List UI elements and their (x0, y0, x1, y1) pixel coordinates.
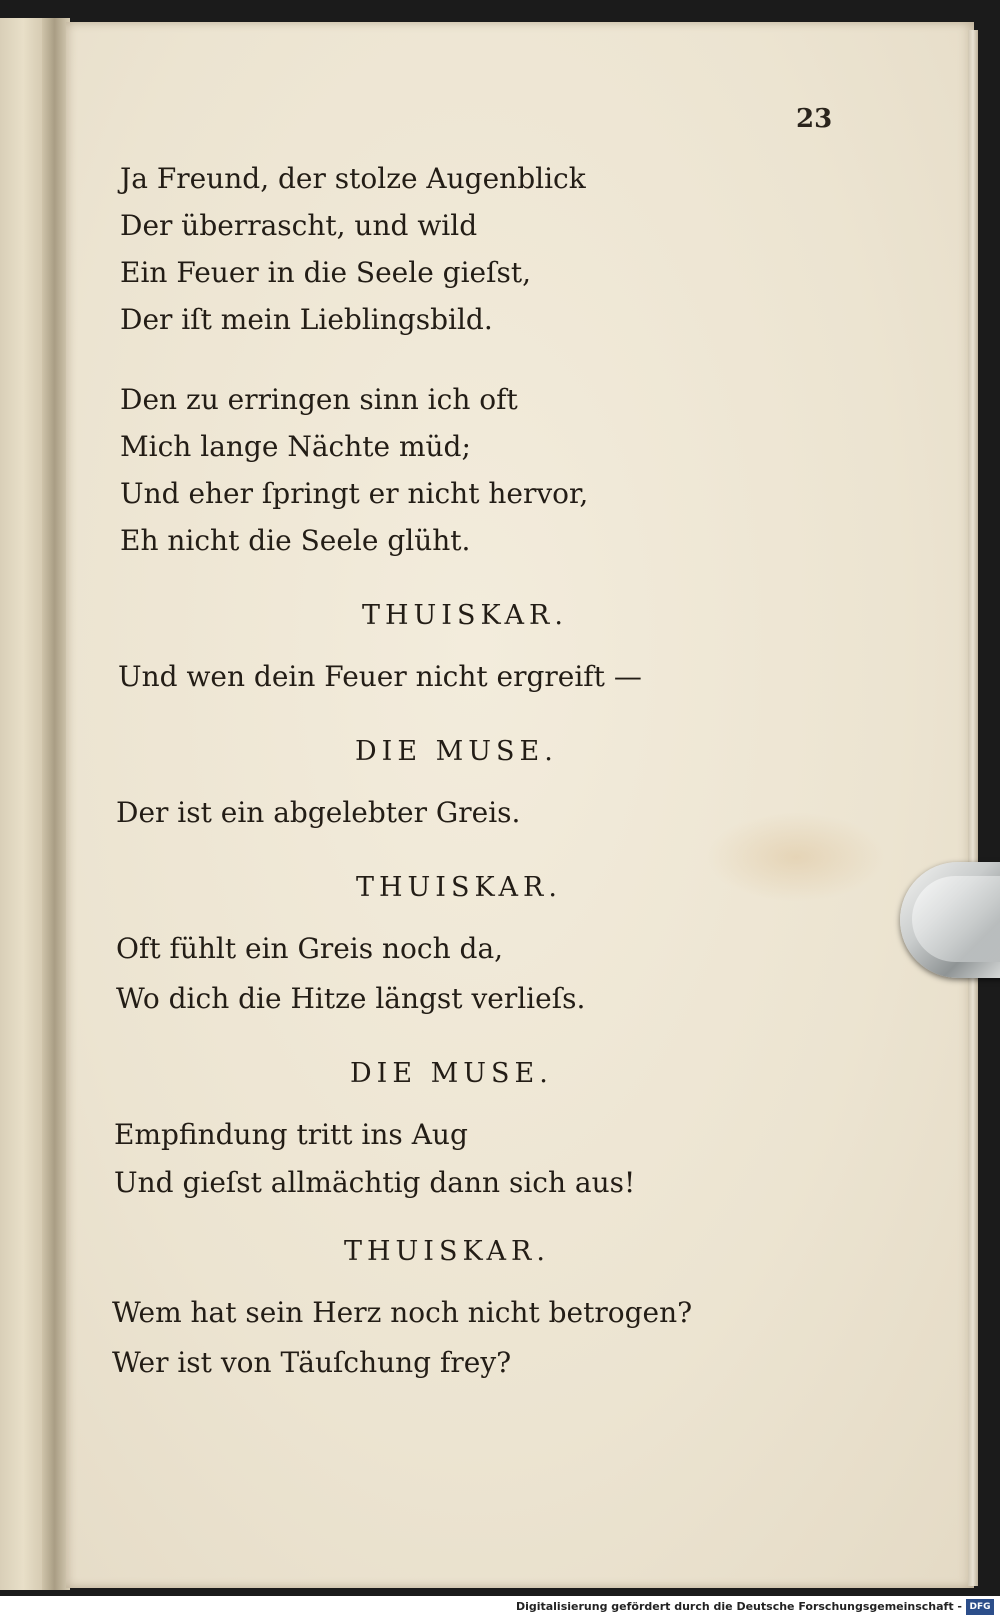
speaker-heading: DIE MUSE. (355, 736, 558, 767)
page-edge (968, 30, 978, 1586)
dialogue-line: Der ist ein abgelebter Greis. (116, 796, 521, 829)
verse-line: Den zu erringen sinn ich oft (120, 383, 518, 416)
dfg-logo: DFG (966, 1599, 994, 1615)
verse-line: Eh nicht die Seele glüht. (120, 524, 471, 557)
dialogue-line: Und wen dein Feuer nicht ergreift — (118, 660, 642, 693)
dialogue-line: Wer ist von Täuſchung frey? (112, 1346, 512, 1379)
verse-line: Ein Feuer in die Seele gieſst, (120, 256, 532, 289)
verse-line: Der iſt mein Lieblingsbild. (120, 303, 493, 336)
speaker-heading: THUISKAR. (362, 600, 568, 631)
speaker-heading: THUISKAR. (344, 1236, 550, 1267)
verse-line: Und eher ſpringt er nicht hervor, (120, 477, 589, 510)
dialogue-line: Und gieſst allmächtig dann sich aus! (114, 1166, 636, 1199)
verse-line: Ja Freund, der stolze Augenblick (120, 162, 586, 195)
verse-line: Mich lange Nächte müd; (120, 430, 471, 463)
speaker-heading: THUISKAR. (356, 872, 562, 903)
speaker-heading: DIE MUSE. (350, 1058, 553, 1089)
page-number: 23 (796, 104, 833, 134)
dialogue-line: Empfindung tritt ins Aug (114, 1118, 468, 1151)
funding-credit: Digitalisierung gefördert durch die Deutsche Forschungsgemeinschaft - (515, 1600, 962, 1613)
footer-bar (0, 1596, 1000, 1620)
dialogue-line: Oft fühlt ein Greis noch da, (116, 932, 504, 965)
dialogue-line: Wo dich die Hitze längst verlieſs. (116, 982, 586, 1015)
dialogue-line: Wem hat sein Herz noch nicht betrogen? (112, 1296, 693, 1329)
bleed-through-text (686, 182, 916, 1332)
verse-line: Der überrascht, und wild (120, 209, 478, 242)
